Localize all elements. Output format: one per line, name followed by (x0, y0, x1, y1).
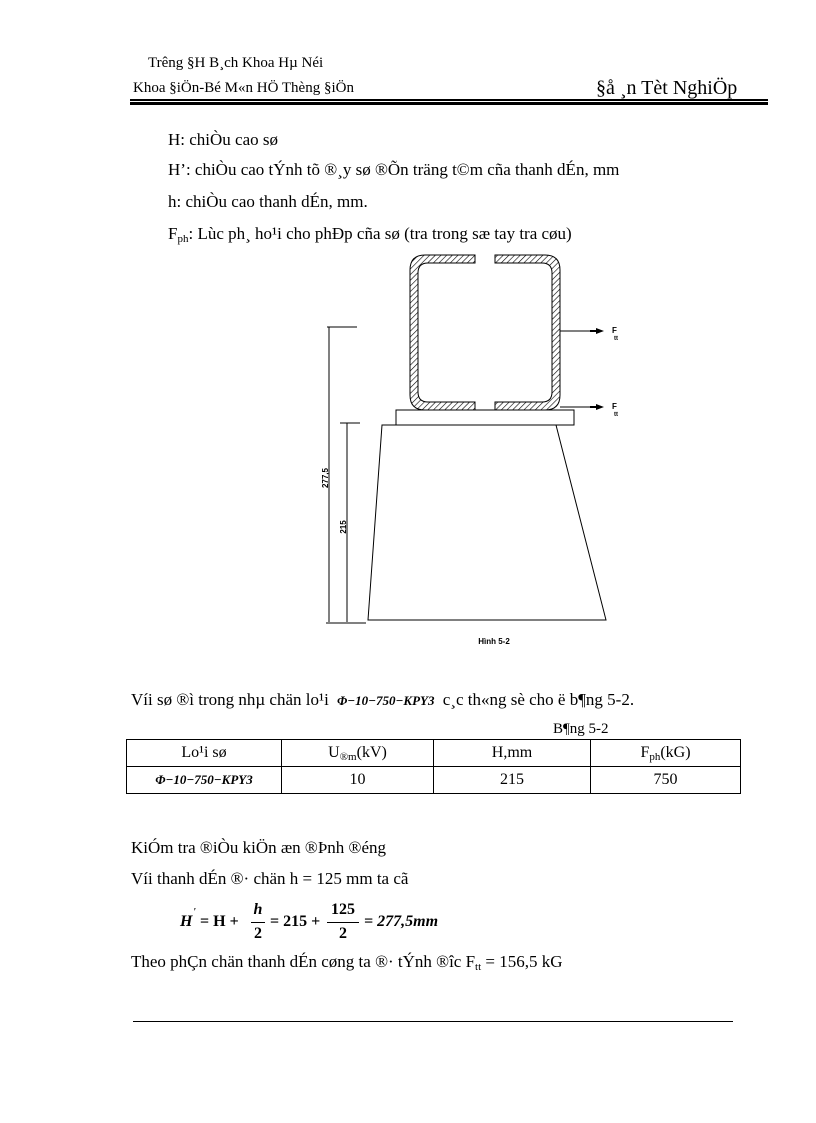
selection-prefix: Víi sø ®ì trong nhµ chän lo¹i (131, 690, 329, 709)
formula-eq1: = H + (200, 913, 239, 930)
header-force-sub: ph (649, 750, 661, 763)
force-label-upper: F (612, 326, 617, 335)
cell-height: 215 (434, 767, 591, 794)
def-h: h: chiÒu cao thanh dÉn, mm. (168, 192, 368, 211)
header-force (591, 740, 741, 767)
table-row (127, 767, 741, 794)
header-force-unit: (kG) (660, 743, 691, 761)
footer-rule (133, 1021, 733, 1022)
force-sub-upper: tt (614, 336, 618, 342)
formula-bar2 (327, 922, 359, 923)
check-line-force (131, 952, 563, 973)
force-line-suffix: = 156,5 kG (481, 952, 563, 971)
formula-result: = 277,5mm (364, 913, 439, 930)
force-sub-lower: tt (614, 412, 618, 418)
cell-voltage: 10 (282, 767, 434, 794)
formula-num1: h (253, 901, 263, 918)
cell-force: 750 (591, 767, 741, 794)
dim-total-label: 277,5 (321, 467, 330, 489)
formula-bar1 (251, 922, 265, 923)
header-height: H,mm (434, 740, 591, 767)
force-label-lower: F (612, 402, 617, 411)
def-F-symbol: F (168, 224, 178, 243)
faculty-name: Khoa §iÖn-Bé M«n HÖ Thèng §iÖn (133, 80, 354, 96)
formula-num2: 125 (331, 901, 355, 918)
check-title: KiÓm tra ®iÒu kiÖn æn ®Þnh ®éng (131, 838, 387, 857)
check-line-busbar: Víi thanh dÉn ®· chän h = 125 mm ta cã (131, 869, 409, 888)
def-F-text: : Lùc ph¸ ho¹i cho phÐp cña sø (tra trong sæ tay tra cøu) (188, 224, 572, 243)
insulator-cap (396, 410, 574, 425)
formula-prime: ' (193, 907, 196, 918)
document-type: §å ¸n Tèt NghiÖp (596, 77, 738, 99)
figure-caption: Hình 5-2 (478, 637, 510, 646)
formula-eq2: = 215 + (270, 913, 321, 930)
selection-suffix: c¸c th«ng sè cho ë b¶ng 5-2. (442, 690, 635, 709)
insulator-body (368, 425, 606, 620)
header-voltage (282, 740, 434, 767)
force-line-prefix: Theo phÇn chän thanh dÉn cøng ta ®· tÝnh ®îc F (131, 952, 476, 971)
selection-paragraph (131, 690, 634, 710)
table-caption: B¶ng 5-2 (553, 721, 609, 737)
busbar-section (410, 255, 560, 410)
insulator-code: Φ−10−750−KPY3 (337, 693, 435, 708)
force-arrow-upper (560, 326, 618, 342)
def-F-sub: ph (177, 233, 189, 245)
insulator-spec-table (126, 739, 741, 794)
formula-den2: 2 (339, 925, 347, 942)
def-H-prime: H’: chiÒu cao tÝnh tõ ®¸y sø ®Õn träng t©m cña thanh dÉn, mm (168, 160, 620, 179)
dim-base-label: 215 (339, 520, 348, 534)
dimension-lines (326, 327, 366, 623)
header-voltage-sub: ®m (339, 750, 357, 763)
header-voltage-unit: (kV) (356, 743, 387, 761)
cell-type: Φ−10−750−KPY3 (127, 767, 282, 794)
table-header-row (127, 740, 741, 767)
header-voltage-symbol: U (328, 743, 340, 761)
def-H: H: chiÒu cao sø (168, 130, 279, 149)
formula-lhs: H (180, 913, 193, 930)
header-type: Lo¹i sø (127, 740, 282, 767)
force-line-sub: tt (475, 961, 482, 973)
formula-den1: 2 (254, 925, 262, 942)
header-force-symbol: F (640, 743, 650, 761)
school-name: Trêng §H B¸ch Khoa Hµ Néi (148, 55, 324, 71)
